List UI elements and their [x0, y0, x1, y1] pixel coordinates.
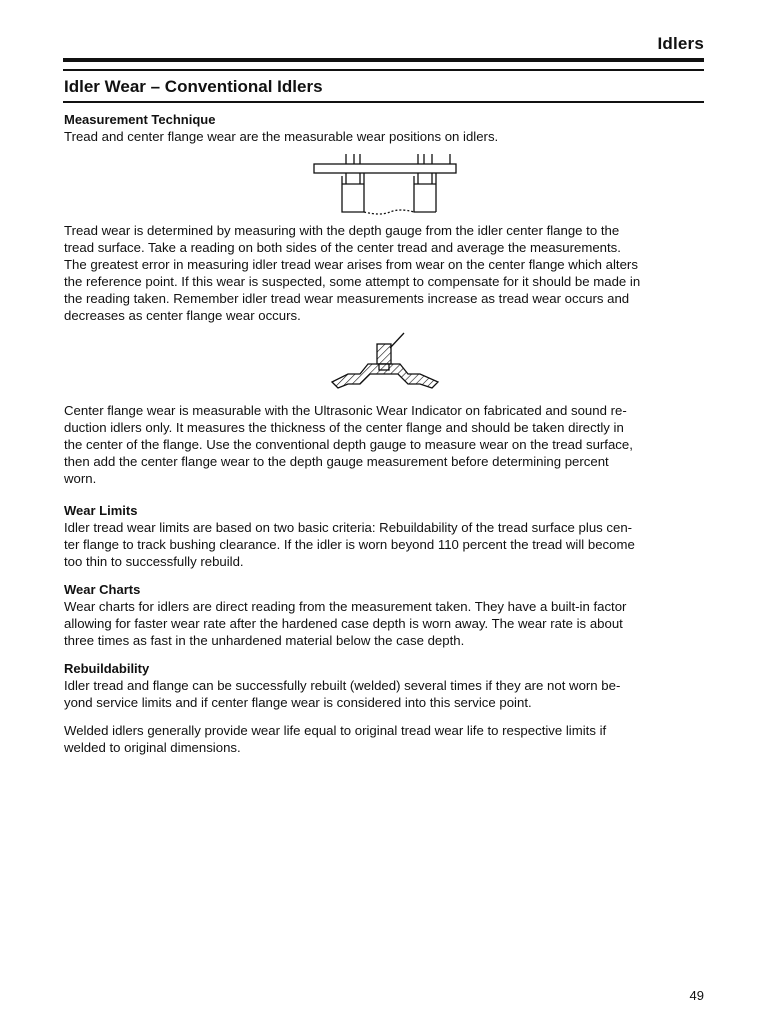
wear-charts-line: allowing for faster wear rate after the hardened case depth is worn away. The wear rate is about: [64, 616, 623, 631]
flange-line: then add the center flange wear to the depth gauge measurement before determining percent: [64, 454, 609, 469]
header-title: Idlers: [657, 34, 704, 53]
welded-line: Welded idlers generally provide wear life equal to original tread wear life to respective limits if: [64, 723, 607, 738]
section-title-rule: [63, 101, 704, 103]
page-number: 49: [689, 988, 704, 1003]
wear-limits-line: too thin to successfully rebuild.: [64, 554, 244, 569]
flange-line: Center flange wear is measurable with the Ultrasonic Wear Indicator on fabricated and sound re-: [64, 403, 627, 418]
welded-idlers-paragraph: [64, 722, 704, 756]
wear-limits-line: ter flange to track bushing clearance. If the idler is worn beyond 110 percent the tread will become: [64, 537, 635, 552]
flange-line: duction idlers only. It measures the thickness of the center flange and should be taken directly in: [64, 420, 624, 435]
tread-line: Tread wear is determined by measuring with the depth gauge from the idler center flange to the: [64, 223, 620, 238]
tread-line: decreases as center flange wear occurs.: [64, 308, 301, 323]
rebuildability-heading: Rebuildability: [64, 661, 150, 676]
tread-line: the reference point. If this wear is suspected, some attempt to compensate for it should be made in: [64, 274, 641, 289]
header-rule-thin: [63, 69, 704, 71]
wear-charts-line: Wear charts for idlers are direct reading from the measurement taken. They have a built-in factor: [64, 599, 627, 614]
wear-charts-section: [64, 581, 704, 649]
flange-line: the center of the flange. Use the conventional depth gauge to measure wear on the tread surface,: [64, 437, 633, 452]
measurement-section: [64, 111, 704, 145]
ultrasonic-indicator-figure: [328, 330, 443, 400]
welded-line: welded to original dimensions.: [64, 740, 241, 755]
tread-wear-paragraph: [64, 222, 704, 324]
tread-line: the reading taken. Remember idler tread wear measurements increase as tread wear occurs and: [64, 291, 630, 306]
rebuildability-section: [64, 660, 704, 711]
rebuildability-line: yond service limits and if center flange wear is considered into this service point.: [64, 695, 532, 710]
center-flange-paragraph: [64, 402, 704, 487]
wear-charts-heading: Wear Charts: [64, 582, 141, 597]
measurement-intro: Tread and center flange wear are the measurable wear positions on idlers.: [64, 129, 499, 144]
flange-line: worn.: [64, 471, 97, 486]
depth-gauge-figure: [310, 152, 460, 222]
rebuildability-line: Idler tread and flange can be successfully rebuilt (welded) several times if they are not worn be-: [64, 678, 621, 693]
wear-limits-section: [64, 502, 704, 570]
tread-line: tread surface. Take a reading on both sides of the center tread and average the measurements.: [64, 240, 621, 255]
wear-charts-line: three times as fast in the unhardened material below the case depth.: [64, 633, 465, 648]
header-rule-thick: [63, 58, 704, 62]
section-title: Idler Wear – Conventional Idlers: [64, 77, 323, 96]
wear-limits-line: Idler tread wear limits are based on two basic criteria: Rebuildability of the tread surface plus cen-: [64, 520, 633, 535]
wear-limits-heading: Wear Limits: [64, 503, 138, 518]
tread-line: The greatest error in measuring idler tread wear arises from wear on the center flange which alters: [64, 257, 638, 272]
measurement-heading: Measurement Technique: [64, 112, 216, 127]
